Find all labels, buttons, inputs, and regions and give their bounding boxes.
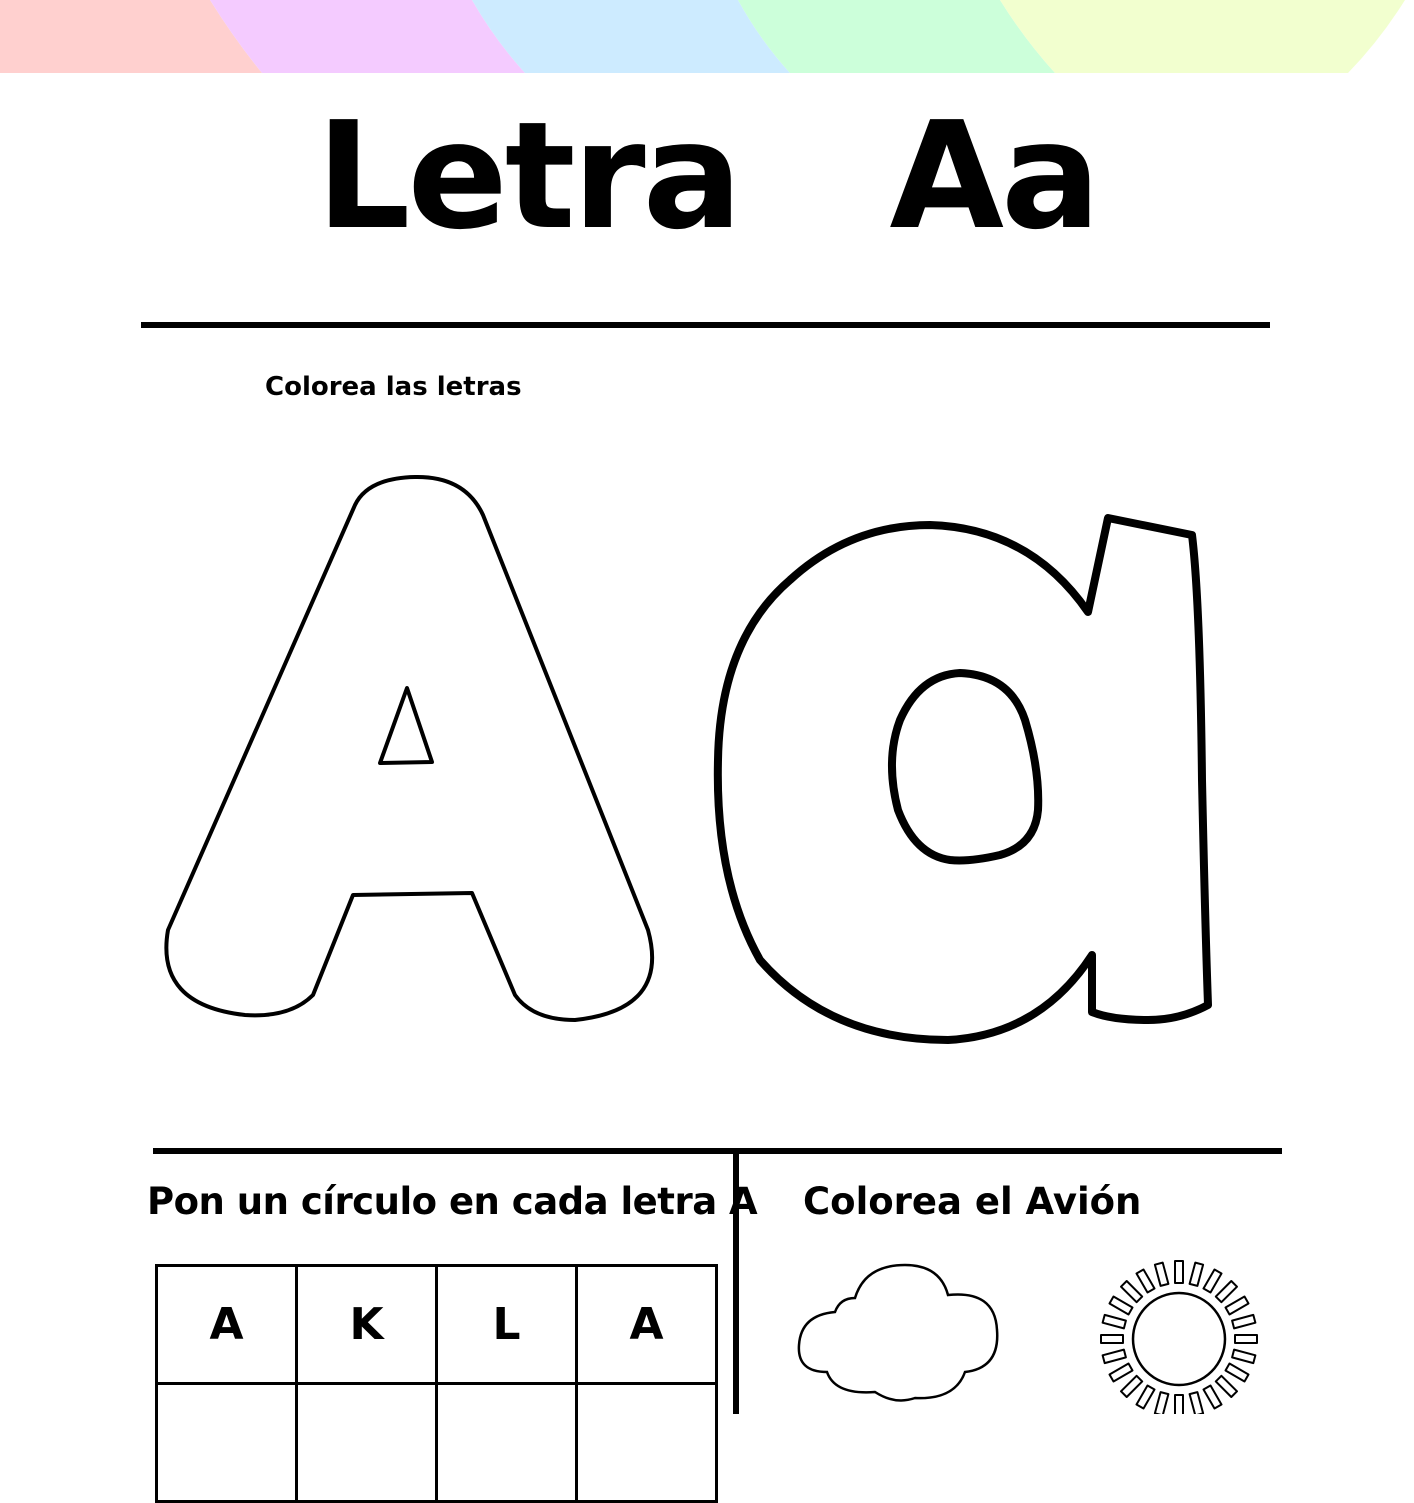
sun-ray (1103, 1315, 1126, 1329)
letter-grid (155, 1264, 718, 1503)
sun-ray (1226, 1297, 1249, 1315)
divider-bottom (153, 1148, 1282, 1154)
sun-ray (1235, 1335, 1257, 1343)
sun-ray (1175, 1261, 1183, 1283)
instruction-color-plane: Colorea el Avión (803, 1180, 1142, 1223)
title-word: Letra (316, 90, 740, 262)
sun-ray (1190, 1263, 1204, 1286)
outlined-letters (0, 430, 1414, 1070)
rainbow-band-blue (472, 0, 790, 73)
grid-cell[interactable] (297, 1384, 437, 1502)
divider-top (141, 322, 1270, 328)
title-letters: Aa (889, 90, 1098, 262)
sun-ray (1204, 1386, 1222, 1409)
sun-ray (1226, 1364, 1249, 1382)
sun-ray (1155, 1263, 1169, 1286)
grid-cell[interactable]: A (157, 1266, 297, 1384)
sun-ray (1190, 1392, 1204, 1414)
grid-cell[interactable]: K (297, 1266, 437, 1384)
sun-ray (1204, 1270, 1222, 1293)
sun-ray (1232, 1315, 1255, 1329)
sun-ray (1103, 1350, 1126, 1364)
sun-ray (1101, 1335, 1123, 1343)
page-title (0, 90, 1414, 262)
outlined-uppercase-a-icon (166, 477, 652, 1020)
sun-ray (1175, 1395, 1183, 1414)
table-row (157, 1266, 717, 1384)
cloud-icon (795, 1260, 1005, 1405)
sun-ray (1232, 1350, 1255, 1364)
sun-ray (1137, 1386, 1155, 1409)
sun-ray (1155, 1392, 1169, 1414)
rainbow-header (0, 0, 1414, 73)
instruction-circle-letter: Pon un círculo en cada letra A (147, 1180, 758, 1223)
outlined-lowercase-a-icon (718, 518, 1208, 1040)
instruction-color-letters: Colorea las letras (265, 372, 522, 402)
sun-ray (1137, 1270, 1155, 1293)
rainbow-band-yellow (1000, 0, 1405, 73)
grid-cell[interactable] (437, 1384, 577, 1502)
grid-cell[interactable]: A (577, 1266, 717, 1384)
sun-ray (1216, 1281, 1237, 1302)
sun-ray (1216, 1376, 1237, 1397)
rainbow-band-pink (210, 0, 525, 73)
sun-ray (1121, 1281, 1142, 1302)
sun-ray (1110, 1297, 1133, 1315)
sun-icon (1095, 1255, 1265, 1414)
sun-ray (1121, 1376, 1142, 1397)
sun-ray (1110, 1364, 1133, 1382)
table-row (157, 1384, 717, 1502)
grid-cell[interactable]: L (437, 1266, 577, 1384)
grid-cell[interactable] (577, 1384, 717, 1502)
grid-cell[interactable] (157, 1384, 297, 1502)
